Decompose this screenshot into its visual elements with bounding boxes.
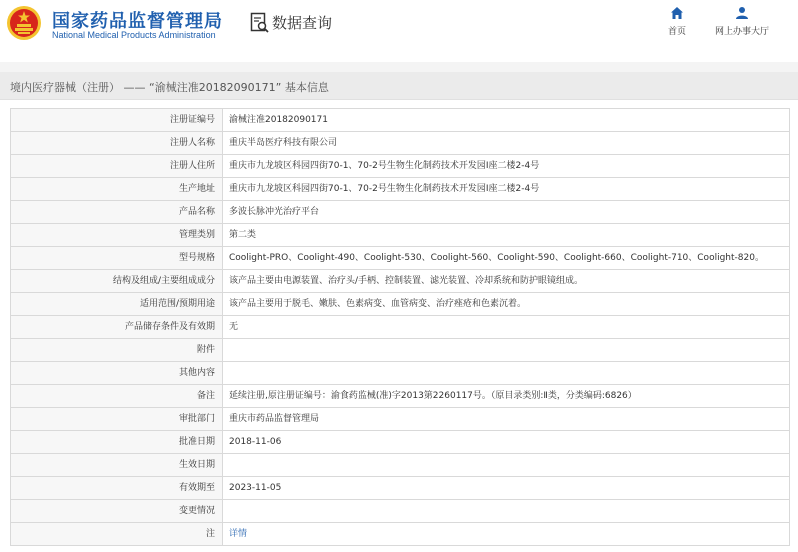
row-value: 该产品主要用于脱毛、嫩肤、色素病变、血管病变、治疗痤疮和色素沉着。 — [223, 293, 790, 315]
table-row — [11, 362, 790, 385]
row-value: 第二类 — [223, 224, 790, 246]
table-row — [11, 408, 790, 431]
row-value: 重庆半岛医疗科技有限公司 — [223, 132, 790, 154]
info-table — [10, 108, 790, 546]
nav-online-service[interactable] — [712, 6, 772, 37]
row-value — [223, 523, 790, 545]
row-label: 注册人名称 — [11, 132, 223, 154]
row-label: 产品储存条件及有效期 — [11, 316, 223, 338]
user-icon — [735, 6, 749, 20]
header-divider — [0, 62, 798, 72]
row-label: 注册人住所 — [11, 155, 223, 177]
data-query-title: 数据查询 — [272, 14, 333, 32]
nav-home-label: 首页 — [667, 27, 686, 37]
table-row — [11, 178, 790, 201]
row-label: 生产地址 — [11, 178, 223, 200]
row-value: 无 — [223, 316, 790, 338]
row-label: 有效期至 — [11, 477, 223, 499]
site-header — [0, 0, 798, 62]
row-value: Coolight-PRO、Coolight-490、Coolight-530、Coolight-560、Coolight-590、Coolight-660、Coolight-710、Coolight-820。 — [223, 247, 790, 269]
table-row — [11, 224, 790, 247]
table-row — [11, 454, 790, 477]
row-label: 备注 — [11, 385, 223, 407]
table-row — [11, 270, 790, 293]
row-label: 变更情况 — [11, 500, 223, 522]
table-row — [11, 201, 790, 224]
row-value: 重庆市九龙坡区科园四街70-1、70-2号生物生化制药技术开发园I座二楼2-4号 — [223, 178, 790, 200]
row-label: 管理类别 — [11, 224, 223, 246]
table-row — [11, 247, 790, 270]
home-icon — [670, 6, 684, 20]
row-value: 2023-11-05 — [223, 477, 790, 499]
row-value — [223, 339, 790, 361]
table-row — [11, 523, 790, 546]
details-link[interactable]: 详情 — [229, 529, 248, 539]
row-label: 批准日期 — [11, 431, 223, 453]
page-title: 境内医疗器械（注册） —— “渝械注准20182090171” 基本信息 — [10, 81, 329, 94]
row-value — [223, 500, 790, 522]
row-label: 其他内容 — [11, 362, 223, 384]
table-row — [11, 431, 790, 454]
nav-online-service-label: 网上办事大厅 — [714, 27, 769, 37]
brand-name-en: National Medical Products Administration — [52, 30, 216, 40]
nav-home[interactable] — [662, 6, 692, 37]
row-value: 延续注册,原注册证编号：渝食药监械(准)字2013第2260117号。（原目录类别:Ⅱ类，分类编码:6826） — [223, 385, 790, 407]
table-row — [11, 385, 790, 408]
row-label: 产品名称 — [11, 201, 223, 223]
row-label: 审批部门 — [11, 408, 223, 430]
document-search-icon — [250, 12, 270, 34]
row-label: 注册证编号 — [11, 109, 223, 131]
page-title-bar — [0, 72, 798, 100]
row-label: 生效日期 — [11, 454, 223, 476]
row-value: 重庆市药品监督管理局 — [223, 408, 790, 430]
row-label: 适用范围/预期用途 — [11, 293, 223, 315]
row-label: 附件 — [11, 339, 223, 361]
row-label: 型号规格 — [11, 247, 223, 269]
row-label: 注 — [11, 523, 223, 545]
table-row — [11, 132, 790, 155]
national-emblem-icon — [6, 5, 42, 41]
brand-name-cn: 国家药品监督管理局 — [52, 11, 223, 32]
table-row — [11, 109, 790, 132]
row-value: 2018-11-06 — [223, 431, 790, 453]
row-value: 渝械注准20182090171 — [223, 109, 790, 131]
row-value — [223, 454, 790, 476]
table-row — [11, 339, 790, 362]
table-row — [11, 293, 790, 316]
table-row — [11, 477, 790, 500]
row-label: 结构及组成/主要组成成分 — [11, 270, 223, 292]
table-row — [11, 316, 790, 339]
row-value: 多波长脉冲光治疗平台 — [223, 201, 790, 223]
table-row — [11, 500, 790, 523]
row-value: 重庆市九龙坡区科园四街70-1、70-2号生物生化制药技术开发园Ⅰ座二楼2-4号 — [223, 155, 790, 177]
table-row — [11, 155, 790, 178]
row-value — [223, 362, 790, 384]
row-value: 该产品主要由电源装置、治疗头/手柄、控制装置、滤光装置、冷却系统和防护眼镜组成。 — [223, 270, 790, 292]
